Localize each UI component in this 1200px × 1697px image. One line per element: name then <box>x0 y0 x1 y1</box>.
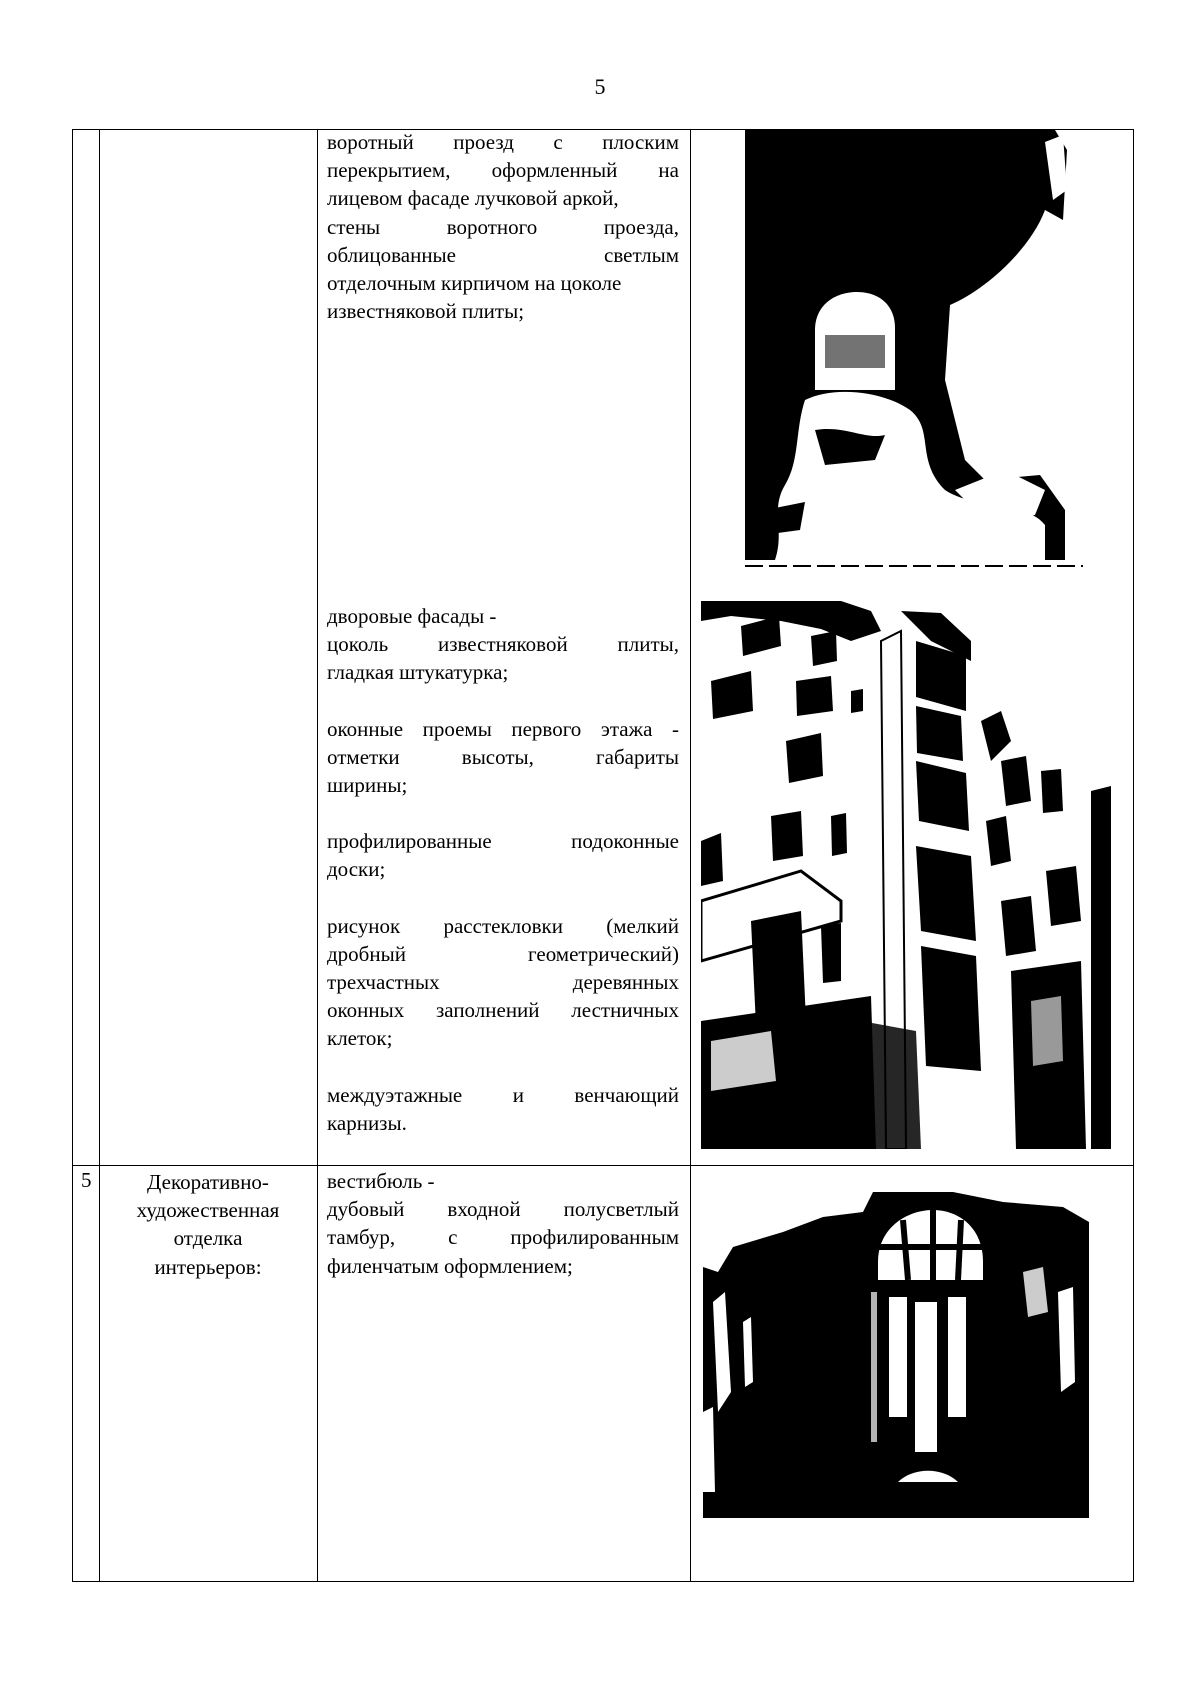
vestibule-image <box>703 1192 1089 1518</box>
gateway-passage-image <box>745 130 1083 574</box>
courtyard-facade-photo <box>701 601 1111 1149</box>
courtyard-facade-image <box>701 601 1111 1149</box>
row-description-vestibule: вестибюль - дубовый входной полусветлый тамбур, с профилированным филенчатым оформлением; <box>327 1169 679 1278</box>
column-divider <box>317 130 318 1581</box>
gateway-passage-photo <box>745 130 1083 574</box>
protection-subject-table <box>72 129 1134 1582</box>
row-description-gateway: воротный проезд с плоским перекрытием, оформленный на лицевом фасаде лучковой аркой, стены воротного проезда, облицованные светлым отделочным кирпичом на цоколе известняковой плиты; <box>327 130 679 324</box>
vestibule-photo <box>703 1192 1089 1518</box>
column-divider <box>99 130 100 1581</box>
row-number: 5 <box>81 1168 92 1192</box>
column-divider <box>690 130 691 1581</box>
row-subject-name: Декоративно- художественная отделка интерьеров: <box>136 1170 280 1279</box>
row-description-courtyard: дворовые фасады - цоколь известняковой плиты, гладкая штукатурка; оконные проемы первого этажа - отметки высоты, габариты ширины; профилированные подоконные доски; рисунок расстекловки (мелкий дробный геометрический) трехчастных деревянных оконных заполнений лестничных клеток; междуэтажные и венчающий карнизы. <box>327 604 679 1135</box>
row-divider <box>73 1165 1133 1166</box>
page-number: 5 <box>594 74 606 99</box>
